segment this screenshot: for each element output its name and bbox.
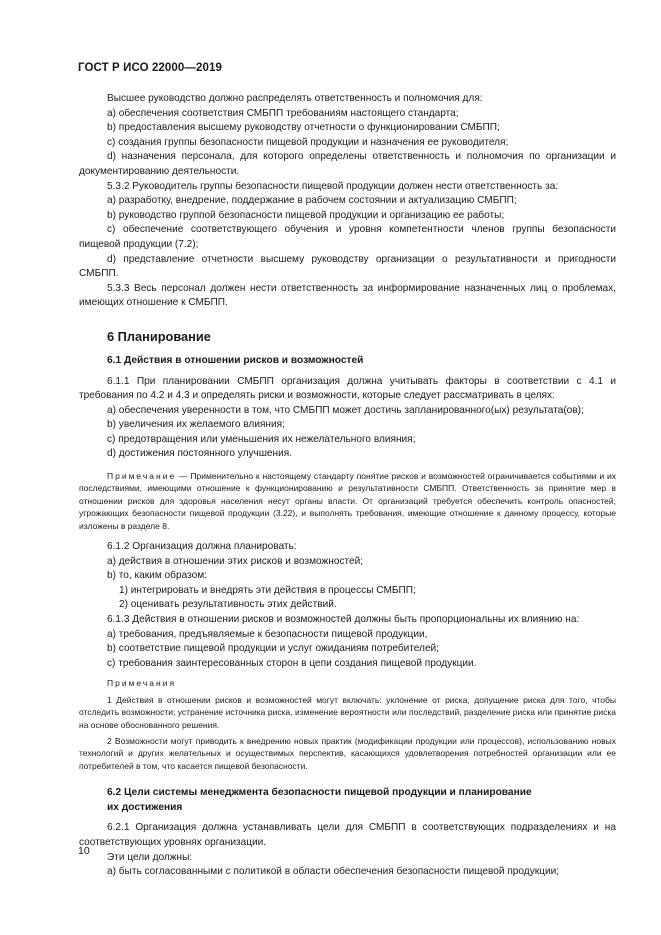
- section-heading-6: 6 Планирование: [107, 328, 211, 344]
- list-item: b) то, каким образом:: [107, 570, 207, 582]
- note-3: 2 Возможности могут приводить к внедрению новых практик (модификации продукции или процессов), использованию новых технологий и других желательных и осуществимых перспектив, касающихся удовлетворения потребностей организации или ее потребителей в том, что касается пищевой безопасности.: [79, 736, 616, 771]
- list-item: b) увеличения их желаемого влияния;: [107, 419, 285, 431]
- note-2: 1 Действия в отношении рисков и возможностей могут включать: уклонение от риска, допущение риска для того, чтобы отследить возможности; устранение источника риска, изменение вероятности или последствий, разделение риска или принятие риска на основе обоснованного решения.: [79, 694, 616, 730]
- list-item: a) быть согласованными с политикой в области обеспечения безопасности пищевой продукции;: [107, 866, 560, 878]
- list-item: a) разработку, внедрение, поддержание в рабочем состоянии и актуализацию СМБПП;: [107, 195, 517, 207]
- clause-6-1-2: 6.1.2 Организация должна планировать:: [107, 541, 297, 553]
- list-item: d) достижения постоянного улучшения.: [107, 448, 293, 460]
- section-heading-6-1: 6.1 Действия в отношении рисков и возможностей: [107, 354, 364, 366]
- notes-label: Примечания: [107, 678, 177, 689]
- list-item: c) создания группы безопасности пищевой продукции и назначения ее руководителя;: [107, 136, 509, 148]
- list-item: c) обеспечение соответствующего обучения и уровня компетентности членов группы безопасности пищевой продукции (7.2);: [79, 224, 616, 250]
- list-item: b) предоставления высшему руководству отчетности о функционировании СМБПП;: [107, 122, 500, 134]
- sub-list-item: 2) оценивать результативность этих действий.: [119, 599, 337, 611]
- page-content: [79, 92, 616, 880]
- list-item: b) руководство группой безопасности пищевой продукции и организацию ее работы;: [107, 209, 505, 221]
- list-item: d) назначения персонала, для которого определены ответственность и полномочия по организации и документированию деятельности.: [79, 151, 616, 177]
- section-heading-6-2: 6.2 Цели системы менеджмента безопасности пищевой продукции и планирование: [107, 787, 532, 799]
- clause-6-2-1: 6.2.1 Организация должна устанавливать цели для СМБПП в соответствующих подразделениях и на соответствующих уровнях организации.: [79, 822, 616, 849]
- list-item: c) предотвращения или уменьшения их нежелательного влияния;: [107, 433, 416, 445]
- list-item: c) требования заинтересованных сторон в цепи создания пищевой продукции.: [107, 657, 477, 669]
- note-1: [79, 470, 616, 532]
- list-item: a) требования, предъявляемые к безопасности пищевой продукции,: [107, 628, 428, 640]
- list-item: a) обеспечения уверенности в том, что СМБПП может достичь запланированного(ых) результата(ов);: [107, 404, 584, 416]
- paragraph: Эти цели должны:: [107, 851, 193, 863]
- list-item: d) представление отчетности высшему руководству организации о результативности и пригодности СМБПП.: [79, 253, 616, 280]
- page-header: ГОСТ Р ИСО 22000—2019: [78, 62, 223, 74]
- list-item: b) соответствие пищевой продукции и услуг ожиданиям потребителей;: [107, 643, 440, 655]
- clause-5-3-2: 5.3.2 Руководитель группы безопасности пищевой продукции должен нести ответственность за:: [107, 180, 559, 192]
- list-item: a) обеспечения соответствия СМБПП требованиям настоящего стандарта;: [107, 107, 459, 119]
- clause-6-1-1: 6.1.1 При планировании СМБПП организация должна учитывать факторы в соответствии с 4.1 и требования по 4.2 и 4.3 и определять риски и возможности, которые следует рассматривать в целях:: [79, 375, 616, 402]
- clause-6-1-3: 6.1.3 Действия в отношении рисков и возможностей должны быть пропорциональны их влиянию на:: [107, 614, 580, 626]
- clause-5-3-3: 5.3.3 Весь персонал должен нести ответственность за информирование назначенных лиц о проблемах, имеющих отношение к СМБПП.: [79, 282, 616, 309]
- note-text: — Применительно к настоящему стандарту понятие рисков и возможностей ограничивается событиями и их последствиями, имеющими отношение к функционированию и результативности СМБПП. Ответственность за принятие мер в отношении рисков для здоровья населения несут органы власти. От организаций требуется обеспечить контроль опасностей, угрожающих безопасности пищевой продукции (3.22), и выполнять требования, имеющие отношение к данному процессу, которые изложены в разделе 8.: [79, 471, 616, 531]
- note-label: Примечание: [107, 471, 177, 482]
- paragraph: Высшее руководство должно распределять ответственность и полномочия для:: [107, 93, 483, 104]
- list-item: a) действия в отношении этих рисков и возможностей;: [107, 555, 364, 567]
- section-heading-6-2-cont: их достижения: [107, 801, 183, 813]
- sub-list-item: 1) интегрировать и внедрять эти действия в процессы СМБПП;: [119, 584, 416, 596]
- page-number: 10: [78, 845, 90, 857]
